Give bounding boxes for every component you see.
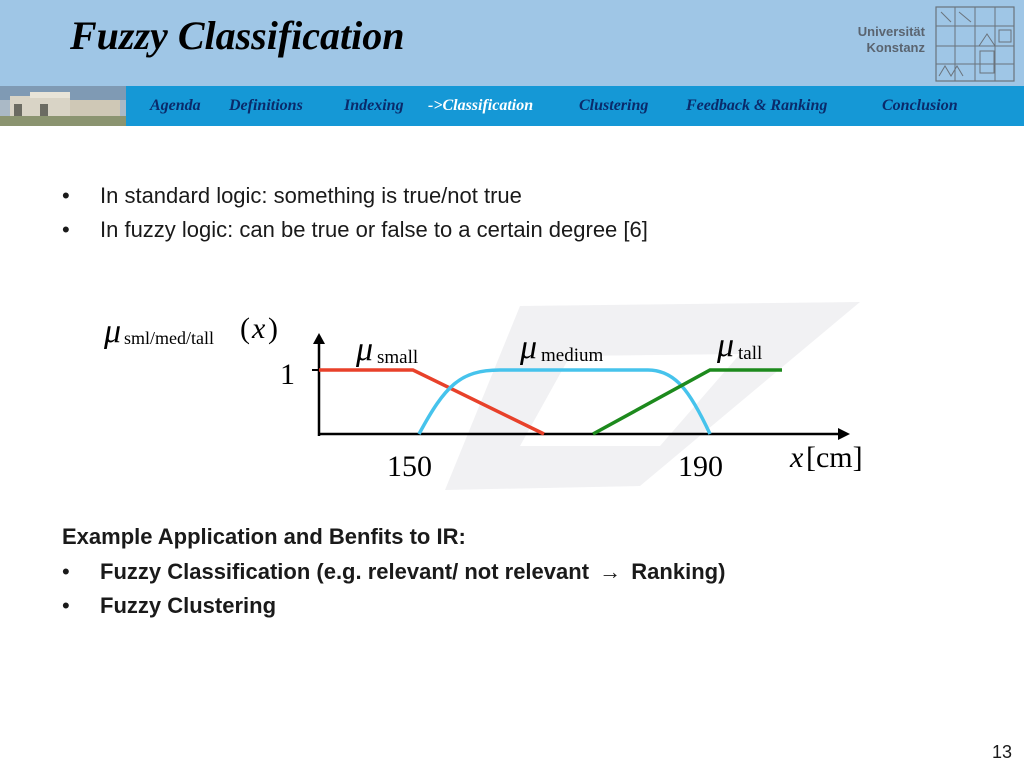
nav-definitions[interactable]: Definitions bbox=[229, 97, 303, 114]
nav-agenda[interactable]: Agenda bbox=[150, 97, 201, 114]
university-line-2: Konstanz bbox=[866, 40, 925, 55]
nav-feedback-ranking[interactable]: Feedback & Ranking bbox=[686, 97, 828, 114]
svg-text:μ: μ bbox=[520, 329, 538, 366]
bullet-icon: • bbox=[62, 559, 70, 584]
membership-function-chart bbox=[100, 296, 890, 496]
bullet-text: In fuzzy logic: can be true or false to a certain degree [6] bbox=[100, 217, 648, 242]
svg-text:μ: μ bbox=[104, 313, 122, 350]
svg-text:sml/med/tall: sml/med/tall bbox=[124, 328, 214, 348]
bullet-icon: • bbox=[62, 593, 70, 618]
university-name bbox=[842, 24, 925, 56]
svg-text:[cm]: [cm] bbox=[806, 441, 863, 474]
bullet-text-part: Ranking) bbox=[631, 559, 726, 584]
svg-text:medium: medium bbox=[541, 345, 604, 366]
x-tick-label-190: 190 bbox=[678, 450, 723, 483]
nav-classification[interactable]: ->Classification bbox=[428, 97, 534, 114]
nav-conclusion[interactable]: Conclusion bbox=[882, 97, 958, 114]
svg-text:x: x bbox=[790, 441, 804, 474]
svg-text:(: ( bbox=[240, 312, 250, 345]
bullet-text: In standard logic: something is true/not true bbox=[100, 183, 522, 208]
page-number: 13 bbox=[991, 742, 1012, 762]
right-arrow-icon: → bbox=[599, 559, 622, 584]
bullet-icon: • bbox=[62, 183, 70, 208]
bullet-text-part: Fuzzy Classification (e.g. relevant/ not relevant bbox=[100, 559, 590, 584]
svg-text:): ) bbox=[268, 312, 278, 345]
university-line-1: Universität bbox=[857, 24, 925, 39]
x-axis-arrow bbox=[838, 428, 850, 440]
y-axis-label bbox=[103, 312, 278, 350]
bullet-text: Fuzzy Clustering bbox=[100, 593, 277, 618]
example-heading: Example Application and Benfits to IR: bbox=[62, 524, 466, 549]
bullet-text bbox=[100, 558, 725, 586]
svg-text:μ: μ bbox=[717, 327, 735, 364]
nav-indexing[interactable]: Indexing bbox=[344, 97, 404, 114]
svg-text:x: x bbox=[252, 312, 266, 345]
y-tick-label: 1 bbox=[280, 358, 295, 391]
y-axis-arrow bbox=[313, 333, 325, 344]
page-title: Fuzzy Classification bbox=[70, 13, 405, 58]
bullet-icon: • bbox=[62, 217, 70, 242]
x-axis-label bbox=[789, 441, 863, 474]
svg-text:μ: μ bbox=[356, 331, 374, 368]
svg-text:tall: tall bbox=[738, 343, 763, 364]
x-tick-label-150: 150 bbox=[387, 450, 432, 483]
series-label-small bbox=[355, 331, 418, 368]
campus-photo bbox=[0, 86, 126, 126]
university-logo-icon bbox=[935, 6, 1015, 82]
svg-text:small: small bbox=[377, 347, 419, 368]
nav-clustering[interactable]: Clustering bbox=[579, 97, 649, 114]
